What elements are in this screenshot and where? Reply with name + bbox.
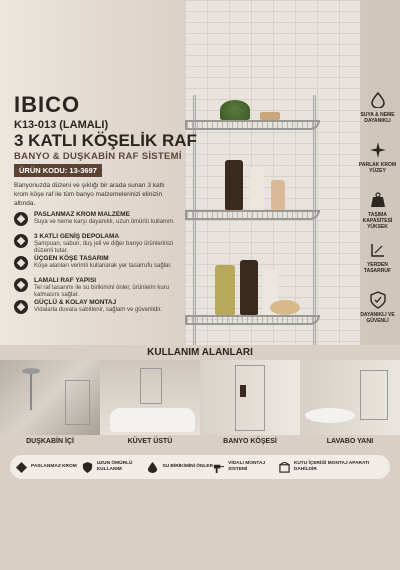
product-title: 3 KATLI KÖŞELİK RAF	[14, 131, 197, 150]
box-icon	[279, 462, 290, 473]
shelf-post	[313, 95, 316, 345]
side-feature	[355, 140, 400, 190]
bottom-feature-label: SU BİRİKİMİNİ ÖNLER	[162, 464, 214, 469]
shield-icon	[82, 462, 93, 473]
side-feature	[355, 290, 400, 340]
feature-title: ÜÇGEN KÖŞE TASARIM	[34, 255, 109, 262]
bottle-image	[250, 167, 264, 210]
usage-photo-shower	[0, 360, 100, 435]
feature-title: PASLANMAZ KROM MALZEME	[34, 211, 130, 218]
product-code-badge: ÜRÜN KODU: 13-3697	[14, 164, 102, 177]
bottle-image	[240, 260, 258, 315]
sparkle-icon	[368, 140, 388, 160]
brand-logo: IBICO	[14, 92, 81, 117]
shelf-tier-middle	[185, 210, 320, 220]
tools-icon	[14, 300, 28, 314]
shield-check-icon	[368, 290, 388, 310]
layers-icon	[14, 234, 28, 248]
shelf-tier-bottom	[185, 315, 320, 325]
feature-title: LAMALI RAF YAPISI	[34, 277, 97, 284]
side-feature-label: PARLAK KROM YÜZEY	[358, 162, 397, 174]
feature-desc: Suya ve neme karşı dayanıklı, uzun ömürlü kullanım.	[34, 218, 175, 225]
bottom-feature-label: UZUN ÖMÜRLÜ KULLANIM	[96, 461, 133, 472]
feature-desc: Şampuan, sabun, duş jeli ve diğer banyo ürünlerinizi düzenli tutar.	[34, 240, 174, 254]
bottle-image	[225, 160, 243, 210]
feature-desc: Vidalarla duvara sabitlenir, sağlam ve güvenlidir.	[34, 306, 162, 313]
bottle-image	[215, 265, 235, 315]
side-feature-column	[355, 90, 400, 340]
feature-list	[14, 211, 184, 321]
grid-icon	[14, 278, 28, 292]
usage-label: LAVABO YANI	[326, 438, 374, 445]
corner-icon	[368, 240, 388, 260]
bottom-feature-bar	[10, 455, 390, 479]
feature-item	[14, 211, 184, 233]
chrome-shield-icon	[14, 212, 28, 226]
chrome-icon	[16, 462, 27, 473]
drop-icon	[147, 462, 158, 473]
sponge-image	[260, 112, 280, 120]
model-number: K13-013 (LAMALI)	[14, 119, 109, 131]
usage-label: KÜVET ÜSTÜ	[127, 438, 173, 445]
side-feature-label: TAŞIMA KAPASİTESİ YÜKSEK	[362, 212, 393, 230]
usage-label: BANYO KÖŞESİ	[223, 438, 277, 445]
feature-item	[14, 255, 184, 277]
product-description: Banyonuzda düzeni ve şıklığı bir arada sunan 3 katlı krom köşe raf ile tüm banyo malzemelerinizi elinizin altında.	[14, 182, 165, 207]
usage-photo-corner	[200, 360, 300, 435]
bottom-feature	[147, 462, 213, 473]
side-feature	[355, 190, 400, 240]
usage-section-title: KULLANIM ALANLARI	[147, 347, 253, 358]
feature-item	[14, 277, 184, 299]
bottom-feature	[213, 461, 279, 473]
feature-desc: Tel raf tasarımı ile su birikimini önler, ürünlerin kuru kalmasını sağlar.	[34, 284, 170, 298]
shelf-tier-top	[185, 120, 320, 130]
water-drop-icon	[368, 90, 388, 110]
bottle-image	[271, 180, 285, 210]
bottom-feature-label: KUTU İÇERİĞİ MONTAJ APARATI DAHİLDİR	[293, 461, 370, 472]
bottom-feature	[279, 461, 384, 473]
feature-item	[14, 299, 184, 321]
side-feature	[355, 240, 400, 290]
bottom-feature-label: PASLANMAZ KROM	[31, 464, 77, 469]
drill-icon	[213, 462, 224, 473]
usage-label: DUŞKABİN İÇİ	[26, 438, 74, 445]
usage-photos	[0, 360, 400, 435]
feature-item	[14, 233, 184, 255]
usage-photo-sink	[300, 360, 400, 435]
bottom-feature	[82, 461, 148, 473]
usage-photo-bathtub	[100, 360, 200, 435]
sponge-image	[270, 300, 300, 315]
feature-title: 3 KATLI GENİŞ DEPOLAMA	[34, 233, 120, 240]
side-feature-label: YERDEN TASARRUF	[363, 262, 392, 274]
side-feature-label: SUYA & NEME DAYANIKLI	[360, 112, 395, 124]
feature-title: GÜÇLÜ & KOLAY MONTAJ	[34, 299, 117, 306]
feature-desc: Köşe alanları verimli kullanarak yer tasarrufu sağlar.	[34, 262, 172, 269]
side-feature-label: DAYANIKLI VE GÜVENLİ	[360, 312, 395, 324]
side-feature	[355, 90, 400, 140]
weight-icon	[368, 190, 388, 210]
bottom-feature	[16, 462, 82, 473]
corner-shelf-image	[185, 95, 325, 345]
plant-image	[220, 100, 250, 120]
product-subtitle: BANYO & DUŞKABİN RAF SİSTEMİ	[14, 151, 182, 162]
usage-labels	[0, 438, 400, 445]
bottom-feature-label: VİDALI MONTAJ SİSTEMİ	[228, 461, 266, 472]
triangle-icon	[14, 256, 28, 270]
